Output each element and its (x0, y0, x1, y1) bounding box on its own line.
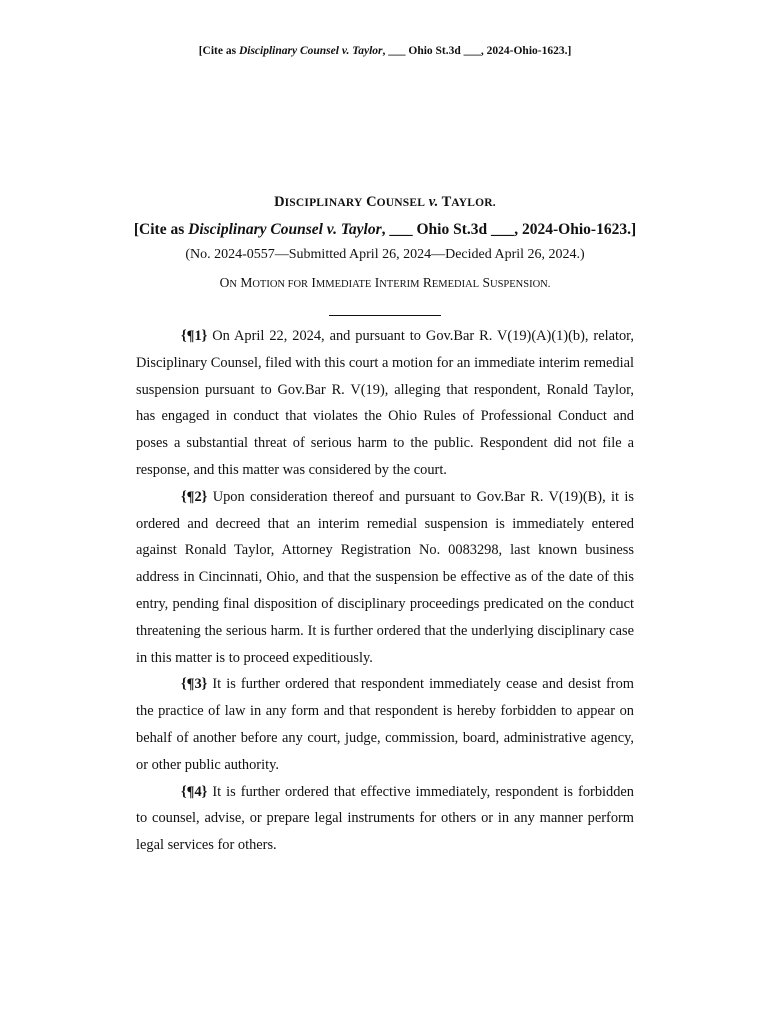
separator-rule (329, 315, 441, 316)
paragraph-3 (136, 671, 634, 778)
motion-word: EMEDIAL (431, 279, 480, 290)
citation-suffix: , ___ Ohio St.3d ___, 2024-Ohio-1623.] (381, 221, 637, 238)
paragraph-number: {¶3} (181, 676, 208, 693)
motion-initial: S (482, 275, 490, 290)
motion-initial: M (240, 275, 253, 290)
paragraph-text: It is further ordered that effective immediately, respondent is forbidden to counsel, advise, or prepare legal instruments for others or in any manner perform legal services for others. (136, 783, 634, 854)
title-initial: D (274, 194, 285, 210)
title-initial: C (366, 194, 377, 210)
citation-prefix: [Cite as (133, 221, 189, 238)
title-versus: v. (428, 194, 439, 210)
motion-word: MMEDIATE (315, 279, 372, 290)
opinion-body (136, 323, 634, 859)
header-citation (0, 45, 770, 57)
header-cite-suffix: , ___ Ohio St.3d ___, 2024-Ohio-1623.] (382, 45, 572, 57)
title-word: AYLOR. (451, 197, 496, 209)
motion-initial: I (311, 275, 316, 290)
paragraph-text: It is further ordered that respondent immediately cease and desist from the practice of law in any form and that respondent is hereby forbidden to appear on behalf of another before any court, judge, commission, board, administrative agency, or other public authority. (136, 676, 634, 773)
motion-word: USPENSION. (490, 279, 551, 290)
motion-word: N (229, 279, 237, 290)
header-cite-case: Disciplinary Counsel v. Taylor (238, 45, 383, 57)
case-citation (0, 221, 770, 239)
motion-word: NTERIM (379, 279, 420, 290)
motion-heading (0, 275, 770, 291)
paragraph-number: {¶1} (181, 328, 208, 344)
paragraph-number: {¶2} (181, 488, 208, 505)
paragraph-1 (136, 323, 634, 484)
title-word: OUNSEL (376, 197, 426, 209)
paragraph-number: {¶4} (181, 783, 208, 800)
title-word: ISCIPLINARY (284, 197, 363, 209)
case-title (0, 194, 770, 211)
paragraph-text: Upon consideration thereof and pursuant to Gov.Bar R. V(19)(B), it is ordered and decreed that an interim remedial suspension is immediately entered against Ronald Taylor, Attorney Registration No. 0083298, last known business address in Cincinnati, Ohio, and that the suspension be effective as of the date of this entry, pending final disposition of disciplinary proceedings predicated on the conduct threatening the serious harm. It is further ordered that the underlying disciplinary case in this matter is to proceed expeditiously. (136, 488, 634, 666)
paragraph-4 (136, 779, 634, 859)
motion-word: OTION FOR (252, 279, 309, 290)
paragraph-text: On April 22, 2024, and pursuant to Gov.Bar R. V(19)(A)(1)(b), relator, Disciplinary Counsel, filed with this court a motion for an immediate interim remedial suspension pursuant to Gov.Bar R. V(19), alleging that respondent, Ronald Taylor, has engaged in conduct that violates the Ohio Rules of Professional Conduct and poses a substantial threat of serious harm to the public. Respondent did not file a response, and this matter was considered by the court. (136, 328, 634, 478)
motion-initial: O (219, 275, 230, 290)
paragraph-2 (136, 484, 634, 672)
motion-initial: I (374, 275, 380, 290)
header-cite-prefix: [Cite as (198, 45, 239, 57)
title-initial: T (441, 194, 452, 210)
citation-case: Disciplinary Counsel v. Taylor (188, 221, 382, 238)
case-number: (No. 2024-0557—Submitted April 26, 2024—Decided April 26, 2024.) (185, 247, 585, 262)
motion-initial: R (422, 275, 432, 290)
